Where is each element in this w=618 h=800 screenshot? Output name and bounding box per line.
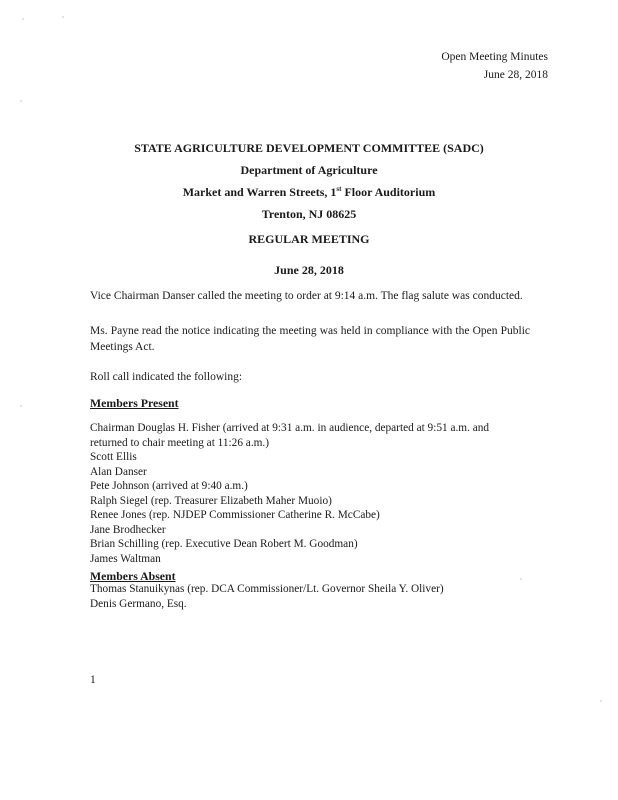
page-number: 1 — [90, 674, 96, 686]
page-header — [441, 48, 548, 84]
scan-speck — [520, 578, 522, 580]
paragraph-call-to-order: Vice Chairman Danser called the meeting to order at 9:14 a.m. The flag salute was conducted. — [90, 290, 523, 302]
meeting-date: June 28, 2018 — [274, 263, 344, 277]
committee-title-block — [0, 137, 618, 225]
location-text-start: Market and Warren Streets, 1 — [182, 185, 337, 199]
members-present-list — [90, 421, 530, 566]
list-item: Ralph Siegel (rep. Treasurer Elizabeth Maher Muoio) — [90, 494, 332, 507]
scan-speck — [600, 700, 602, 702]
meeting-location — [0, 181, 618, 203]
list-item: James Waltman — [90, 552, 161, 565]
header-date: June 28, 2018 — [483, 69, 548, 81]
list-item: Renee Jones (rep. NJDEP Commissioner Catherine R. McCabe) — [90, 509, 380, 521]
scan-speck — [20, 100, 22, 102]
list-item: Jane Brodhecker — [90, 523, 166, 536]
members-present-heading: Members Present — [90, 396, 179, 410]
list-item: Pete Johnson (arrived at 9:40 a.m.) — [90, 480, 248, 492]
paragraph-notice: Ms. Payne read the notice indicating the meeting was held in compliance with the Open Public Meetings Act. — [90, 325, 530, 353]
members-absent-list — [90, 582, 530, 611]
meeting-type: REGULAR MEETING — [248, 232, 370, 246]
list-item: Brian Schilling (rep. Executive Dean Robert M. Goodman) — [90, 538, 358, 550]
location-superscript: st — [336, 185, 342, 193]
scan-speck — [22, 18, 24, 20]
scan-speck — [20, 405, 22, 407]
department-name: Department of Agriculture — [240, 163, 378, 177]
list-item: Alan Danser — [90, 465, 147, 478]
committee-name: STATE AGRICULTURE DEVELOPMENT COMMITTEE (SADC) — [134, 141, 484, 155]
list-item: Chairman Douglas H. Fisher (arrived at 9:31 a.m. in audience, departed at 9:51 a.m. and returned to chair meeting at 11:26 a.m.) — [90, 422, 490, 449]
location-text-end: Floor Auditorium — [341, 185, 436, 199]
paragraph-roll-call: Roll call indicated the following: — [90, 371, 243, 383]
list-item: Thomas Stanuikynas (rep. DCA Commissioner/Lt. Governor Sheila Y. Oliver) — [90, 583, 444, 595]
scan-speck — [62, 16, 64, 18]
list-item: Denis Germano, Esq. — [90, 597, 187, 610]
meeting-city: Trenton, NJ 08625 — [261, 207, 357, 221]
list-item: Scott Ellis — [90, 451, 137, 463]
members-absent-heading: Members Absent — [90, 569, 176, 583]
header-doc-type: Open Meeting Minutes — [441, 51, 548, 63]
